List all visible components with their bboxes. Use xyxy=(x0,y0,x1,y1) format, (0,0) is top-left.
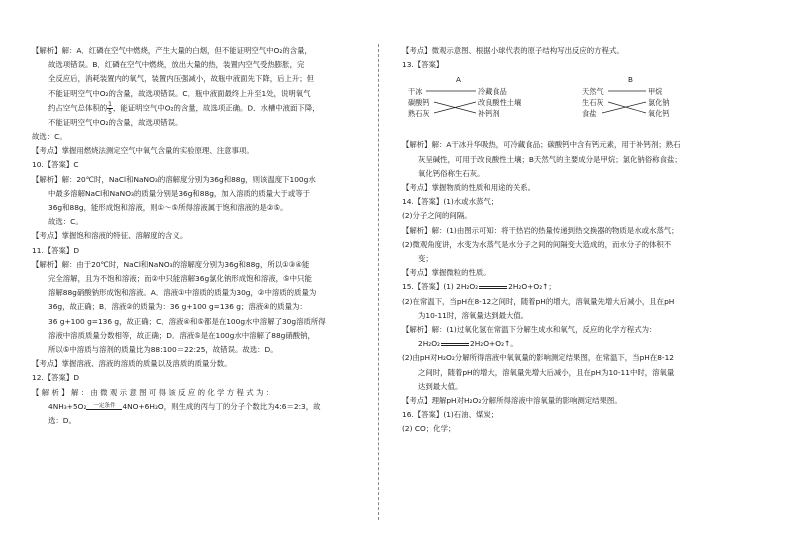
q10-analysis-line3: 36g和88g，能形成饱和溶液，则①～⑤所得溶液属于饱和溶液的是②⑤。 xyxy=(48,203,288,213)
q10-answer: 故选：C。 xyxy=(48,217,83,227)
q10-analysis-line2: 中最多溶解NaCl和NaNO₃的质量分别是36g和88g，加入溶质的质量大于或等于 xyxy=(48,188,310,198)
q11-analysis-line3: 溶解88g硝酸钠形成饱和溶液。A．溶液①中溶质的质量为30g，②中溶质的质量为 xyxy=(48,288,317,298)
diagram-a-left-1: 干冰 xyxy=(408,87,423,97)
diagram-b-right-1: 甲烷 xyxy=(648,87,663,97)
diagram-a-left-3: 熟石灰 xyxy=(408,109,430,119)
left-column xyxy=(32,44,366,428)
q14-analysis-line3: 变； xyxy=(418,254,433,264)
q11-answer-title: 11.【答案】D xyxy=(32,245,80,255)
q13-analysis-line2: 灰呈碱性，可用于改良酸性土壤；B天然气的主要成分是甲烷；氯化钠俗称食盐； xyxy=(418,154,682,164)
q12-answer-title: 12.【答案】D xyxy=(32,373,80,383)
q12-answer: 选：D。 xyxy=(48,416,76,426)
q12-analysis-line2 xyxy=(32,400,366,414)
q10-answer-title: 10.【答案】C xyxy=(32,160,79,170)
q9-analysis-line4: 不能证明空气中O₂的含量，故选项错误。C．瓶中液面最终上升至1处，说明氧气 xyxy=(48,88,311,98)
q9-keypoint: 【考点】掌握用燃烧法测定空气中氧气含量的实验原理、注意事项。 xyxy=(32,146,254,156)
q15-answer-title xyxy=(402,280,768,294)
q10-keypoint: 【考点】掌握饱和溶液的特征、溶解度的含义。 xyxy=(32,231,188,241)
q15-answer-2-line1: (2)在常温下，当pH在8-12之间时，随着pH的增大，溶氧量先增大后减小，且在pH xyxy=(402,296,675,306)
q15-answer-2-line2: 为10-11时，溶氧量达到最大值。 xyxy=(418,310,529,320)
q9-analysis-line1: 【解析】解：A．红磷在空气中燃烧，产生大量的白烟，但不能证明空气中O₂的含量， xyxy=(32,46,312,55)
q9-analysis-line3: 全反应后，消耗装置内的氧气，装置内压强减小，故瓶中液面先下降，后上升；但 xyxy=(48,74,315,84)
q15-analysis-line3: (2)由pH对H₂O₂分解所得溶液中氧氧量的影响测定结果图，在常温下，当pH在8-12 xyxy=(402,353,674,363)
q14-answer-title: 14.【答案】(1)水或水蒸气； xyxy=(402,197,499,207)
diagram-a-title: A xyxy=(456,75,461,85)
diagram-b-left-3: 食盐 xyxy=(582,109,597,119)
diagram-a-left-2: 碳酸钙 xyxy=(408,98,430,108)
matching-diagrams xyxy=(402,74,768,136)
q11-analysis-line2: 完全溶解，且为不饱和溶液；而②中只能溶解36g氯化钠形成饱和溶液，⑤中只能 xyxy=(48,274,312,284)
q12-analysis-line1: 【 解 析 】 解 ： 由 微 观 示 意 图 可 得 该 反 应 的 化 学 方 程 式 为 ： xyxy=(32,387,274,397)
q16-answer-2: (2) CO；化学； xyxy=(402,424,456,434)
q14-keypoint: 【考点】掌握微粒的性质。 xyxy=(402,268,491,278)
equation-equals-sign-2 xyxy=(441,343,469,346)
diagram-a-right-3: 补钙剂 xyxy=(478,109,500,119)
q15-eq-left: 15.【答案】(1) 2H₂O₂ xyxy=(402,282,479,292)
column-divider xyxy=(378,44,379,520)
q9-line5-pre: 约占空气总体积的 xyxy=(48,103,108,113)
q11-analysis-line4: 36g，故正确；B．溶液②的质量为：36 g+100 g=136 g；溶液④的质量为： xyxy=(48,302,307,312)
q15-eq2-left: 2H₂O₂ xyxy=(418,339,441,349)
q9-analysis-line5 xyxy=(32,101,366,116)
q11-analysis-line7: 所以⑤中溶质与溶剂的质量比为88:100＝22:25，故错误。故选：D。 xyxy=(48,345,278,355)
q15-eq-right: 2H₂O+O₂↑； xyxy=(508,282,556,292)
q13-keypoint: 【考点】掌握物质的性质和用途的关系。 xyxy=(402,183,536,193)
q13-answer-title: 13.【答案】 xyxy=(402,60,444,70)
diagram-b-right-2: 氯化钠 xyxy=(648,98,670,108)
diagram-a-right-2: 改良酸性土壤 xyxy=(478,98,522,108)
q11-analysis-line1: 【解析】解：由于20℃时，NaCl和NaNO₃的溶解度分别为36g和88g，所以①③④能 xyxy=(32,259,310,269)
q12-equation-left: 4NH₃+5O₂ xyxy=(48,401,87,411)
q11-analysis-line5: 36 g+100 g=136 g，故正确；C．溶液④和⑤都是在100g水中溶解了30g溶质所得 xyxy=(48,316,326,326)
q14-analysis-line1: 【解析】解：(1)由图示可知：将干热岩的热量传递到热交换器的物质是水或水蒸气； xyxy=(402,225,679,235)
diagram-a-right-1: 冷藏食品 xyxy=(478,87,507,97)
q14-answer-2: (2)分子之间的间隔。 xyxy=(402,211,472,221)
q12-equation-right: 4NO+6H₂O，则生成的丙与丁的分子个数比为4:6＝2:3，故 xyxy=(122,401,321,411)
q9-line5-post: ，能证明空气中O₂的含量，故选项正确。D．水槽中液面下降， xyxy=(112,103,320,113)
q9-analysis-line6: 不能证明空气中O₂的含量，故选项错误。 xyxy=(48,117,183,127)
q11-keypoint: 【考点】掌握溶液、溶液的溶质的质量以及溶质的质量分数。 xyxy=(32,359,232,369)
diagram-b-title: B xyxy=(628,75,633,85)
diagram-b-left-2: 生石灰 xyxy=(582,98,604,108)
fraction-one-fifth: $\frac{1}{5}$ xyxy=(108,100,112,116)
q15-analysis-line5: 达到最大值。 xyxy=(418,381,463,391)
reaction-condition-arrow: 一定条件 xyxy=(86,403,122,410)
right-column xyxy=(402,44,768,437)
q14-analysis-line2: (2)微观角度讲，水变为水蒸气是水分子之间的间隔变大造成的，而水分子的体积不 xyxy=(402,239,672,249)
equation-equals-sign xyxy=(479,286,507,289)
q13-analysis-line3: 氧化钙俗称生石灰。 xyxy=(418,168,485,178)
q15-analysis-line4: 之间时，随着pH的增大，溶氧量先增大后减小，且在pH为10-11中时，溶氧量 xyxy=(418,367,675,377)
q15-keypoint: 【考点】理解pH对H₂O₂分解所得溶液中溶氧量的影响测定结果图。 xyxy=(402,396,622,406)
q9-answer: 故选：C。 xyxy=(32,132,67,142)
q11-analysis-line6: 溶液中溶质质量分数相等，故正确；D．溶液⑤是在100g水中溶解了88g硝酸钠， xyxy=(48,330,315,340)
q15-analysis-line1: 【解析】解：(1)过氧化氢在常温下分解生成水和氧气，反应的化学方程式为： xyxy=(402,325,657,335)
q13-analysis-line1: 【解析】解：A干冰升华吸热，可冷藏食品；碳酸钙中含有钙元素，用于补钙剂；熟石 xyxy=(402,140,681,150)
diagram-b-right-3: 氧化钙 xyxy=(648,109,670,119)
q15-analysis-equation xyxy=(402,337,768,351)
diagram-b-left-1: 天然气 xyxy=(582,87,604,97)
q15-eq2-right: 2H₂O+O₂↑。 xyxy=(470,339,518,349)
matching-lines xyxy=(402,74,702,124)
q10-analysis-line1: 【解析】解：20℃时，NaCl和NaNO₃的溶解度分别为36g和88g，则该温度下100g水 xyxy=(32,174,316,184)
q9-analysis-line2: 故选项错误。B．红磷在空气中燃烧，放出大量的热，装置内空气受热膨胀，完 xyxy=(48,60,305,70)
q12-keypoint: 【考点】微观示意图、根据小球代表的原子结构写出反应的方程式。 xyxy=(402,46,624,55)
q16-answer-title: 16.【答案】(1)石油、煤炭； xyxy=(402,410,499,420)
